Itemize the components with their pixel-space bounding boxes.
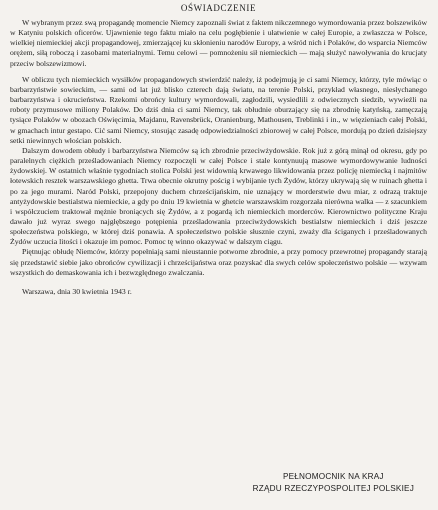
paragraph-2: W obliczu tych niemieckich wysiłków propagandowych stwierdzić należy, iż podejmują je ci sami Niemcy, którzy, tyle mówiąc o barbarzyństwie sowieckim, — sami od lat już blisko czterech dają światu, na terenie Polski, przykład własnego, niesłychanego barbarzyństwa i okrucieństwa. Rzekomi obrońcy kultury wymordowali, zagłodzili, wysiedlili z odwiecznych siedzib, wywieźli na roboty przymusowe miliony Polaków. Do dziś dnia ci sami Niemcy, tak obłudnie oburzający się na zbrodnię katyńską, zamęczają tysiące Polaków w obozach Oświęcimia, Majdanu, Ravensbrück, Oranienburg, Mathousen, Treblinki i in., w więzieniach całej Polski, w gmachach intur gestapo. Cić sami Niemcy, stosując zasadę odpowiedzialności zbiorowej w całej Polsce, mordują po dzień dzisiejszy setki niewinnych włościan polskich.	[10, 74, 427, 145]
paragraph-1: W wybranym przez swą propagandę momencie Niemcy zapoznali świat z faktem nikczemnego wymordowania przez bolszewików w Katyniu polskich oficerów. Ujawnienie tego faktu miało na celu pogłębienie i ułatwienie w całej Europie, a zwłaszcza w Polsce, wielkiej niemieckiej akcji propagandowej, zmierzającej ku skłonieniu narodów Europy, a wśród nich i Polaków, do wsparcia Niemców orężem, siłą roboczą i zasobami materialnymi. Temu celowi — pomnożeniu sił niemieckich — mają służyć nawoływania do krucjaty przeciw bolszewizmowi.	[10, 18, 427, 68]
paragraph-3: Dalszym dowodem obłudy i barbarzyństwa Niemców są ich zbrodnie przeciwżydowskie. Rok już z górą minął od okresu, gdy po paralelnych ciężkich prześladowaniach Niemcy rozpoczęli w całej Polsce i stale kontynuują masowe wymordowywanie ludności żydowskiej. W ostatnich właśnie tygodniach stolica Polski jest widownią krwawego likwidowania przez policję niemiecką i najmitów łotewskich resztek warszawskiego ghetta. Trwa obecnie okrutny pościg i wybijanie tych Żydów, którzy ukrywają się w ruinach ghetta i po za jego murami. Naród Polski, przepojony duchem chrześcijańskim, nie uznający w morderstwie dwu miar, z odrazą traktuje antyżydowskie bestialstwa niemieckie, a gdy po dniu 19 kwietnia w ghetcie warszawskim rozgorzała nierówna walka — z szacunkiem i współczuciem traktował mężnie broniących się Żydów, a z pogardą ich niemieckich morderców. Kierownictwo polityczne Kraju dawało już wyraz swego najgłębszego potępienia prześladowania przeciwżydowskich bestialstw niemieckich i dziś jeszcze społeczeństwa polskiego, w której dziś ponawia. A społeczeństwo polskie słusznie czyni, zważy dla ściganych i prześladowanych Żydów uczucia litości i okazuje im pomoc. Pomoc tę winno okazywać w dalszym ciągu.	[10, 145, 427, 247]
date-line: Warszawa, dnia 30 kwietnia 1943 r.	[22, 286, 132, 296]
signature-line-1: PEŁNOMOCNIK NA KRAJ	[282, 472, 384, 481]
document-title: OŚWIADCZENIE	[180, 3, 257, 13]
signature-block	[253, 471, 414, 494]
signature-line-2: RZĄDU RZECZYPOSPOLITEJ POLSKIEJ	[252, 483, 414, 493]
paragraph-4: Piętnując obłudę Niemców, którzy popełniają sami nieustannie potworne zbrodnie, a przy pomocy przewrotnej propagandy starają się przedstawić siebie jako obrońców cywilizacji i chrześcijaństwa oraz pozyskać dla swych celów społeczeństwo polskie — wzywam wszystkich do demaskowania ich i bezwzględnego zwalczania.	[10, 247, 427, 277]
